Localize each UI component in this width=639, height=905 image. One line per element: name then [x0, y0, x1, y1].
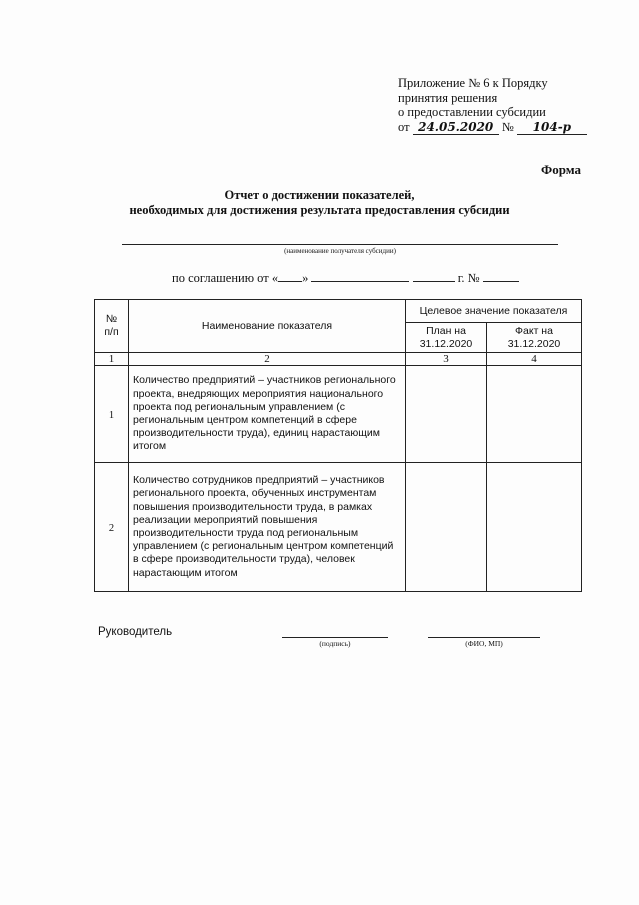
agreement-year-blank	[413, 270, 455, 282]
index-cell-2: 2	[129, 353, 406, 366]
signature-label: Руководитель	[98, 626, 173, 638]
agreement-month-blank	[311, 270, 409, 282]
table-row	[95, 366, 582, 463]
report-title-line-1: Отчет о достижении показателей,	[224, 188, 415, 202]
annex-line-2: принятия решения	[398, 90, 498, 105]
indicators-table	[94, 299, 582, 592]
table-header-row-1	[95, 300, 582, 323]
fio-line	[428, 637, 540, 638]
recipient-caption: (наименование получателя субсидии)	[284, 247, 396, 255]
header-fact: Факт на 31.12.2020	[487, 323, 582, 353]
recipient-name-line	[122, 244, 558, 245]
agreement-line	[172, 270, 519, 286]
report-title	[0, 188, 639, 218]
row-fact-cell[interactable]	[487, 463, 582, 592]
agreement-year-suffix: г. №	[457, 271, 480, 285]
report-title-line-2: необходимых для достижения результата предоставления субсидии	[129, 203, 510, 217]
header-num: № п/п	[95, 300, 129, 353]
annex-number-handwritten: 104-р	[517, 120, 587, 136]
form-label: Форма	[541, 162, 581, 177]
header-target-value: Целевое значение показателя	[406, 300, 582, 323]
annex-date-handwritten: 24.05.2020	[413, 120, 499, 136]
annex-line-1: Приложение № 6 к Порядку	[398, 76, 548, 90]
row-number: 1	[95, 366, 129, 463]
row-indicator-text: Количество предприятий – участников регионального проекта, внедряющих мероприятия национального проекта под региональным управлением (с региональным центром компетенций в сфере производительности труда), единиц нарастающим итогом	[129, 366, 406, 463]
annex-block	[398, 76, 587, 135]
annex-line-3: о предоставлении субсидии	[398, 105, 546, 119]
fio-caption: (ФИО, МП)	[465, 639, 503, 648]
row-indicator-text: Количество сотрудников предприятий – участников регионального проекта, обученных инструментам повышения производительности труда, в рамках реализации мероприятий повышения производительности труда под региональным управлением (с региональным центром компетенций в сфере производительности труда), человек нарастающим итогом	[129, 463, 406, 592]
annex-from-label: от	[398, 119, 410, 134]
table-row	[95, 463, 582, 592]
row-number: 2	[95, 463, 129, 592]
table-index-row	[95, 353, 582, 366]
agreement-day-blank	[278, 270, 302, 282]
agreement-quote-close: »	[302, 271, 309, 285]
index-cell-4: 4	[487, 353, 582, 366]
signature-caption: (подпись)	[319, 639, 351, 648]
row-plan-cell[interactable]	[406, 463, 487, 592]
index-cell-3: 3	[406, 353, 487, 366]
header-indicator-name: Наименование показателя	[129, 300, 406, 353]
row-fact-cell[interactable]	[487, 366, 582, 463]
index-cell-1: 1	[95, 353, 129, 366]
header-plan: План на 31.12.2020	[406, 323, 487, 353]
agreement-number-blank	[483, 270, 519, 282]
row-plan-cell[interactable]	[406, 366, 487, 463]
agreement-prefix: по соглашению от «	[172, 271, 279, 285]
annex-date-line	[398, 120, 587, 136]
signature-line	[282, 637, 388, 638]
annex-number-label: №	[501, 119, 514, 134]
